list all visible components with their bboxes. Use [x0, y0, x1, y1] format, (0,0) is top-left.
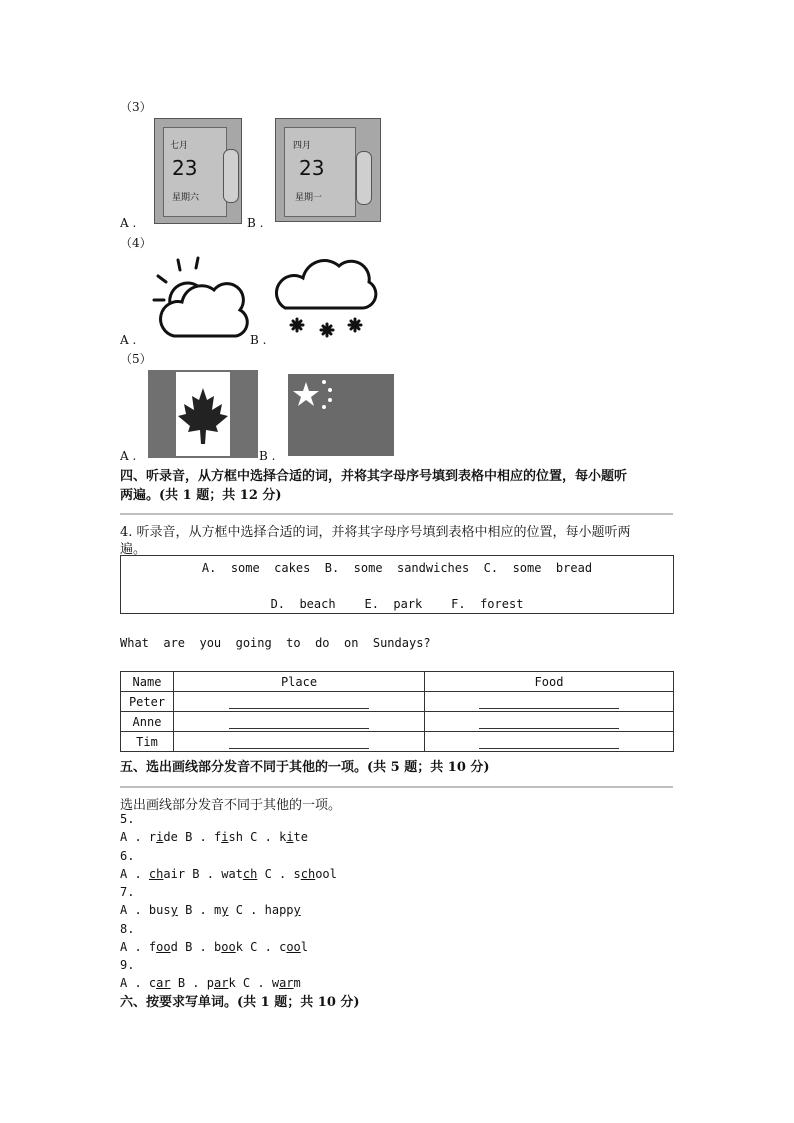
option-c-label: C .: [250, 939, 272, 954]
option-c-word: [272, 976, 301, 990]
row-name: Peter: [121, 692, 174, 712]
option-a-word: [149, 830, 178, 844]
word-part: k: [228, 976, 236, 990]
word-part: te: [293, 830, 308, 844]
question-sentence: What are you going to do on Sundays?: [120, 636, 431, 650]
section-4-heading-line1: 四、听录音，从方框中选择合适的词，并将其字母序号填到表格中相应的位置，每小题听: [120, 469, 628, 484]
word-part: ool: [315, 866, 337, 881]
word-part: c: [148, 976, 157, 990]
word-part: m: [293, 976, 301, 990]
canada-flag-image: [148, 370, 258, 458]
option-b-label: B .: [185, 939, 207, 954]
option-b-label: B .: [177, 976, 200, 990]
row-name: Anne: [121, 712, 174, 732]
section-divider: [120, 513, 673, 515]
sunny-cloudy-icon: [148, 256, 252, 342]
calendar-day: 23: [299, 156, 325, 180]
option-a-label: A .: [120, 333, 137, 347]
question-5-number: （5）: [120, 352, 152, 366]
word-part: c: [279, 939, 287, 954]
snow-cloud-icon: [275, 252, 379, 342]
option-b-word: [221, 867, 257, 881]
option-c-word: [279, 830, 308, 844]
option-a-label: A .: [120, 976, 142, 990]
calendar-monday-image: [275, 118, 381, 222]
word-part: air: [163, 866, 186, 881]
option-a-label: A .: [120, 903, 142, 917]
header-food: Food: [425, 672, 674, 692]
section-5-instruction: 选出画线部分发音不同于其他的一项。: [120, 798, 342, 813]
china-flag-image: [288, 374, 394, 456]
underlined-part: y: [293, 903, 301, 917]
option-c-word: [279, 940, 308, 954]
word-part: happ: [264, 903, 294, 917]
section-6-heading: 六、按要求写单词。(共 1 题；共 10 分): [120, 995, 360, 1010]
item-options: [120, 903, 301, 917]
calendar-month: 四月: [293, 141, 312, 151]
item-options: [120, 976, 301, 990]
item-number: 7.: [120, 885, 135, 899]
question-3-number: （3）: [120, 100, 152, 114]
question-4-instruction-line2: 遍。: [120, 542, 147, 557]
question-4-instruction-line1: 4. 听录音，从方框中选择合适的词，并将其字母序号填到表格中相应的位置，每小题听两: [120, 525, 631, 540]
underlined-part: ch: [148, 866, 164, 881]
underlined-part: ar: [214, 976, 229, 990]
item-number: 9.: [120, 958, 135, 972]
word-choice-box: [120, 555, 674, 614]
place-blank[interactable]: [174, 732, 425, 752]
underlined-part: oo: [286, 939, 301, 954]
word-part: sh: [228, 830, 243, 844]
option-b-label: B .: [185, 830, 207, 844]
item-options: [120, 830, 308, 844]
table-row: [121, 692, 674, 712]
word-part: w: [271, 976, 280, 990]
food-blank[interactable]: [425, 732, 674, 752]
calendar-weekday: 星期一: [295, 193, 323, 203]
option-b-label: B .: [185, 903, 207, 917]
food-blank[interactable]: [425, 712, 674, 732]
section-4-heading-line2: 两遍。(共 1 题；共 12 分): [120, 488, 282, 503]
option-a-label: A .: [120, 216, 137, 230]
table-row: [121, 732, 674, 752]
item-number: 5.: [120, 812, 135, 826]
header-place: Place: [174, 672, 425, 692]
option-a-label: A .: [120, 939, 142, 954]
word-part: k: [235, 939, 243, 954]
option-a-word: [149, 867, 185, 881]
option-c-label: C .: [242, 976, 265, 990]
underlined-part: oo: [221, 939, 236, 954]
underlined-part: y: [170, 903, 178, 917]
word-part: d: [170, 939, 178, 954]
option-b-word: [214, 903, 228, 917]
underlined-part: ar: [279, 976, 294, 990]
place-blank[interactable]: [174, 692, 425, 712]
calendar-saturday-image: [154, 118, 242, 224]
word-part: r: [148, 830, 157, 844]
option-b-label: B .: [250, 333, 267, 347]
option-b-word: [214, 940, 243, 954]
option-a-word: [149, 903, 178, 917]
option-b-label: B .: [259, 449, 276, 463]
word-part: b: [214, 939, 222, 954]
item-options: [120, 867, 337, 881]
word-part: de: [163, 830, 178, 844]
word-choice-line1: A. some cakes B. some sandwiches C. some bread: [201, 561, 593, 575]
option-b-label: B .: [192, 866, 214, 881]
cartoon-figure-icon: [356, 151, 372, 205]
option-c-word: [265, 903, 301, 917]
row-name: Tim: [121, 732, 174, 752]
option-b-word: [214, 830, 243, 844]
word-part: k: [279, 830, 287, 844]
item-number: 8.: [120, 921, 135, 936]
option-b-label: B .: [247, 216, 264, 230]
table-header-row: [121, 672, 674, 692]
option-c-word: [294, 867, 337, 881]
section-5-heading: 五、选出画线部分发音不同于其他的一项。(共 5 题；共 10 分): [120, 760, 490, 775]
header-name: Name: [121, 672, 174, 692]
word-part: s: [293, 866, 301, 881]
place-blank[interactable]: [174, 712, 425, 732]
table-row: [121, 712, 674, 732]
option-b-word: [207, 976, 236, 990]
calendar-month: 七月: [170, 141, 189, 151]
item-options: [120, 940, 308, 954]
calendar-day: 23: [172, 156, 198, 180]
word-part: m: [214, 903, 222, 917]
word-part: p: [206, 976, 214, 990]
underlined-part: ch: [242, 866, 258, 881]
word-part: f: [214, 830, 222, 844]
underlined-part: oo: [156, 939, 171, 954]
underlined-part: i: [156, 830, 164, 844]
option-a-label: A .: [120, 866, 142, 881]
option-a-label: A .: [120, 830, 142, 844]
calendar-weekday: 星期六: [172, 193, 200, 203]
underlined-part: ch: [300, 866, 316, 881]
cartoon-figure-icon: [223, 149, 239, 203]
underlined-part: i: [286, 830, 294, 844]
option-a-label: A .: [120, 449, 137, 463]
option-c-label: C .: [250, 830, 272, 844]
underlined-part: y: [221, 903, 229, 917]
answer-table: [120, 671, 674, 752]
option-a-word: [149, 940, 178, 954]
item-number: 6.: [120, 848, 135, 863]
word-part: bus: [148, 903, 171, 917]
food-blank[interactable]: [425, 692, 674, 712]
option-c-label: C .: [264, 866, 287, 881]
word-part: l: [300, 939, 308, 954]
word-part: wat: [221, 866, 243, 881]
underlined-part: ar: [156, 976, 171, 990]
word-choice-line2: D. beach E. park F. forest: [270, 597, 524, 611]
section-divider: [120, 786, 673, 788]
option-c-label: C .: [235, 903, 258, 917]
option-a-word: [149, 976, 171, 990]
underlined-part: i: [221, 830, 229, 844]
question-4-number: （4）: [120, 236, 152, 250]
word-part: f: [148, 939, 157, 954]
